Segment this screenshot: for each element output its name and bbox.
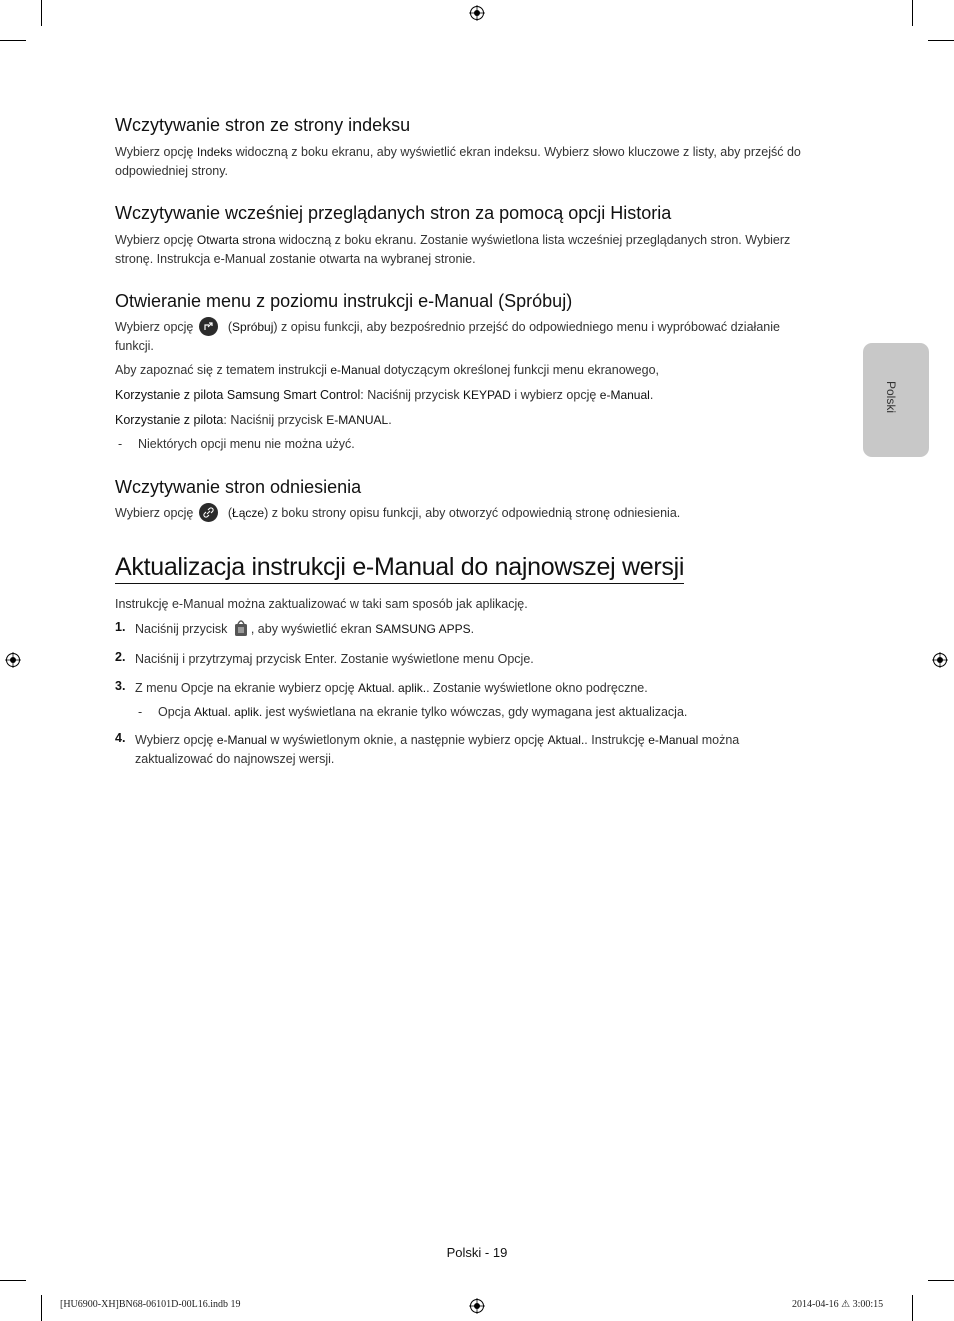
section-title: Wczytywanie wcześniej przeglądanych stron za pomocą opcji Historia xyxy=(115,203,672,223)
registration-mark-icon xyxy=(932,652,948,668)
section-update xyxy=(115,553,835,614)
print-slug-left: [HU6900-XH]BN68-06101D-00L16.indb 19 xyxy=(60,1299,241,1310)
print-slug-right: 2014-04-16 ⚠ 3:00:15 xyxy=(792,1299,884,1310)
chapter-title: Aktualizacja instrukcji e-Manual do najnowszej wersji xyxy=(115,553,684,584)
section-title: Wczytywanie stron odniesienia xyxy=(115,477,362,497)
option-name: Indeks xyxy=(196,145,233,159)
step-4: 4. Wybierz opcję e-Manual w wyświetlonym oknie, a następnie wybierz opcję Aktual.. Instrukcję e-Manual można zaktualizować do najnowszej wersji. xyxy=(115,731,740,766)
samsung-apps-icon xyxy=(233,618,249,637)
section-body: Korzystanie z pilota Samsung Smart Control: Naciśnij przycisk KEYPAD i wybierz opcję e-Manual. xyxy=(115,388,654,403)
section-body: Wybierz opcję Indeks widoczną z boku ekranu, aby wyświetlić ekran indeksu. Wybierz słowo kluczowe z listy, aby przejść do odpowiedniej strony. xyxy=(115,145,801,178)
link-icon xyxy=(199,503,218,522)
option-name: Spróbuj xyxy=(232,320,274,334)
crop-mark xyxy=(0,40,26,41)
section-history xyxy=(115,203,835,269)
section-try-now xyxy=(115,291,835,454)
registration-mark-icon xyxy=(469,5,485,21)
note: - Opcja Aktual. aplik. jest wyświetlana na ekranie tylko wówczas, gdy wymagana jest aktualizacja. xyxy=(138,705,688,719)
crop-mark xyxy=(912,0,913,26)
section-body: Aby zapoznać się z tematem instrukcji e-Manual dotyczącym określonej funkcji menu ekranowego, xyxy=(115,363,660,378)
step-1: 1. Naciśnij przycisk , aby wyświetlić ekran SAMSUNG APPS. xyxy=(115,620,475,636)
side-tab-label: Polski xyxy=(884,381,898,414)
option-name: Łącze xyxy=(232,506,265,520)
note: - Niektórych opcji menu nie można użyć. xyxy=(118,437,355,452)
registration-mark-icon xyxy=(469,1298,485,1314)
section-body: Wybierz opcję Otwarta strona widoczną z boku ekranu. Zostanie wyświetlona lista wcześniej przeglądanych stron. Wybierz stronę. Instrukcja e-Manual zostanie otwarta na wybranej stronie. xyxy=(115,233,791,266)
section-link xyxy=(115,477,835,523)
crop-mark xyxy=(41,1295,42,1321)
crop-mark xyxy=(912,1295,913,1321)
crop-mark xyxy=(0,1280,26,1281)
language-side-tab xyxy=(863,343,929,457)
page-number: Polski - 19 xyxy=(446,1245,508,1260)
section-intro: Instrukcję e-Manual można zaktualizować w taki sam sposób jak aplikację. xyxy=(115,597,528,611)
section-body: Korzystanie z pilota: Naciśnij przycisk E-MANUAL. xyxy=(115,413,392,428)
crop-mark xyxy=(928,40,954,41)
step-2: 2. Naciśnij i przytrzymaj przycisk Enter. Zostanie wyświetlone menu Opcje. xyxy=(115,650,534,666)
try-now-icon xyxy=(199,317,218,336)
crop-mark xyxy=(41,0,42,26)
section-body: Wybierz opcję (Łącze) z boku strony opisu funkcji, aby otworzyć odpowiednią stronę odniesienia. xyxy=(115,504,835,523)
registration-mark-icon xyxy=(5,652,21,668)
section-title: Wczytywanie stron ze strony indeksu xyxy=(115,115,411,135)
section-index xyxy=(115,115,835,181)
crop-mark xyxy=(928,1280,954,1281)
option-name: Otwarta strona xyxy=(196,233,276,247)
section-title: Otwieranie menu z poziomu instrukcji e-Manual (Spróbuj) xyxy=(115,291,573,311)
step-3: 3. Z menu Opcje na ekranie wybierz opcję Aktual. aplik.. Zostanie wyświetlone okno podręczne. - Opcja Aktual. aplik. jest wyświetlana na ekranie tylko wówczas, gdy wymagana jest aktualizacja. xyxy=(115,679,835,723)
section-body: Wybierz opcję (Spróbuj) z opisu funkcji, aby bezpośrednio przejść do odpowiedniego menu i wypróbować działanie funkcji. xyxy=(115,318,835,356)
